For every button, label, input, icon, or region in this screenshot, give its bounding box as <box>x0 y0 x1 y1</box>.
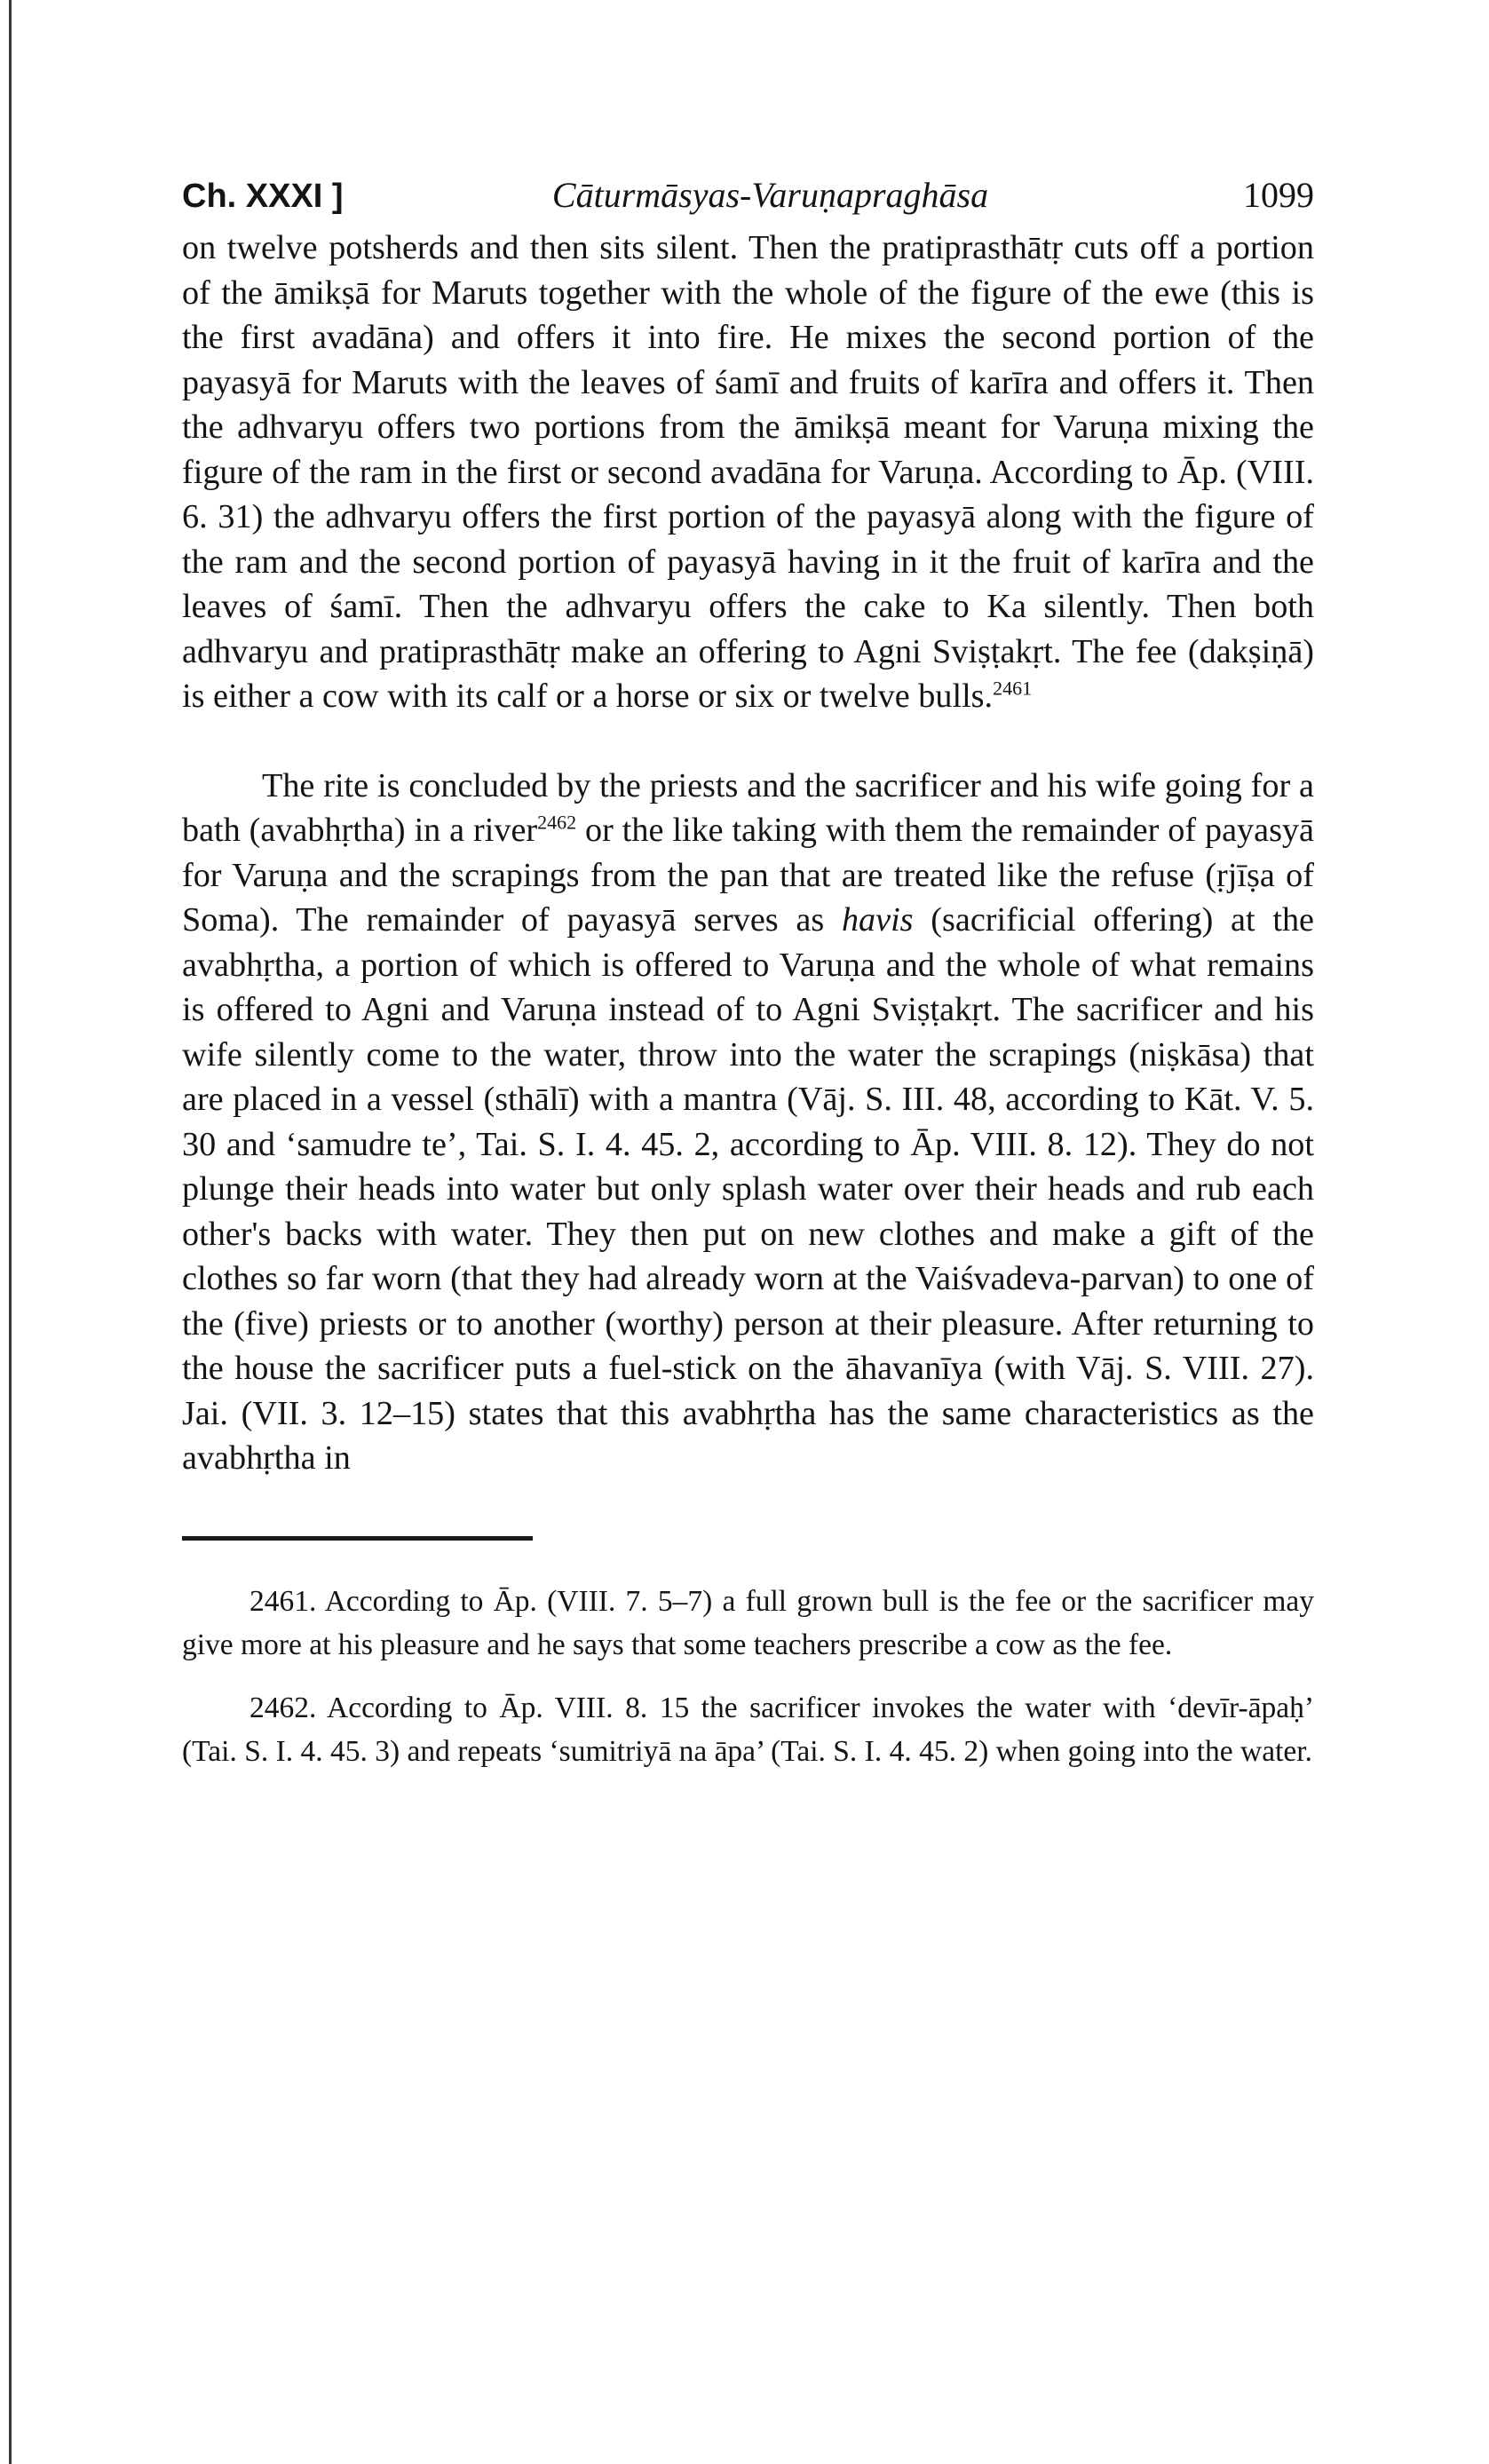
running-title: Cāturmāsyas-Varuṇapraghāsa <box>551 175 989 215</box>
page-header <box>182 173 1314 218</box>
footnote-divider <box>182 1536 533 1541</box>
paragraph-2-text-b: or the like taking with them the remainder of payasyā for Varuṇa and the scrapings from the pan that are treated like the refuse (ṛjīṣa of Soma). The remainder of payasyā serves as <box>182 812 1314 939</box>
footnote-ref-2462: 2462 <box>537 811 577 834</box>
havis-term: havis <box>841 901 914 939</box>
paragraph-2 <box>182 764 1314 1481</box>
footnote-2461: 2461. According to Āp. (VIII. 7. 5–7) a full grown bull is the fee or the sacrificer may give more at his pleasure and he says that some teachers prescribe a cow as the fee. <box>182 1584 1314 1661</box>
footnotes <box>182 1580 1314 1773</box>
paragraph-2-text-c: (sacrificial offering) at the avabhṛtha, a portion of which is offered to Varuṇa and the whole of what remains is offered to Agni and Varuṇa instead of to Agni Sviṣṭakṛt. The sacrificer and his wife silently come to the water, throw into the water the scrapings (niṣkāsa) that are placed in a vessel (sthālī) with a mantra (Vāj. S. III. 48, according to Kāt. V. 5. 30 and ‘samudre te’, Tai. S. I. 4. 45. 2, according to Āp. VIII. 8. 12). They do not plunge their heads into water but only splash water over their heads and rub each other's backs with water. They then put on new clothes and make a gift of the clothes so far worn (that they had already worn at the Vaiśvadeva-parvan) to one of the (five) priests or to another (worthy) person at their pleasure. After returning to the house the sacrificer puts a fuel-stick on the āhavanīya (with Vāj. S. VIII. 27). Jai. (VII. 3. 12–15) states that this avabhṛtha has the same characteristics as the avabhṛtha in <box>182 901 1314 1477</box>
chapter-label: Ch. XXXI ] <box>182 178 344 215</box>
paragraph-2-text-a: The rite is concluded by the priests and the sacrificer and his wife going for a bath (avabhṛtha) in a river <box>182 766 1314 849</box>
footnote-ref-2461: 2461 <box>993 677 1033 700</box>
page-number: 1099 <box>1243 175 1314 215</box>
paragraph-1 <box>182 226 1314 719</box>
paragraph-1-text: on twelve potsherds and then sits silent. Then the pratiprasthātṛ cuts off a portion of the āmikṣā for Maruts together with the whole of the figure of the ewe (this is the first avadāna) and offers it into fire. He mixes the second portion of the payasyā for Maruts with the leaves of śamī and fruits of karīra and offers it. Then the adhvaryu offers two portions from the āmikṣā meant for Varuṇa mixing the figure of the ram in the first or second avadāna for Varuṇa. According to Āp. (VIII. 6. 31) the adhvaryu offers the first portion of the payasyā along with the figure of the ram and the second portion of payasyā having in it the fruit of karīra and the leaves of śamī. Then the adhvaryu offers the cake to Ka silently. Then both adhvaryu and pratiprasthātṛ make an offering to Agni Sviṣṭakṛt. The fee (dakṣiṇā) is either a cow with its calf or a horse or six or twelve bulls. <box>182 229 1314 715</box>
book-page <box>182 173 1314 1793</box>
footnote-2462: 2462. According to Āp. VIII. 8. 15 the sacrificer invokes the water with ‘devīr-āpaḥ’ (Tai. S. I. 4. 45. 3) and repeats ‘sumitriyā na āpa’ (Tai. S. I. 4. 45. 2) when going into the water. <box>182 1691 1314 1768</box>
scan-margin-line <box>9 0 12 2464</box>
